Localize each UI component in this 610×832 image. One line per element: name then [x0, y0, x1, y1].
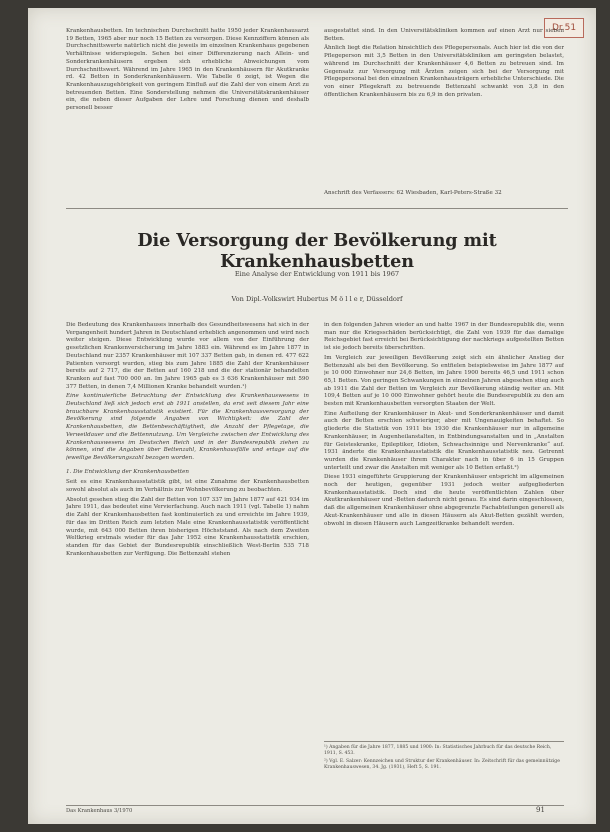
body-left-column [66, 322, 309, 794]
paragraph: in den folgenden Jahren wieder an und hatte 1967 in der Bundesrepublik die, wenn man nur die Kriegsschäden berücksichtigt, die Zahl von 1939 für das damalige Reichsgebiet fast erreicht bei Berücksichtigung der nachkriegs aufgestellten Betten ist sie jedoch bereits überschritten. [324, 322, 564, 352]
paragraph: Absolut gesehen stieg die Zahl der Betten von 107 337 im Jahre 1877 auf 421 934 im Jahre 1911, das bedeutet eine Vervierfachung. Auch nach 1911 (vgl. Tabelle 1) nahm die Zahl der Krankenhausbetten fast kontinuierlich zu und erreichte im Jahre 1939, für das im Dritten Reich zum letzten Male eine Krankenhausstatistik veröffentlicht wurde, mit 643 000 Betten ihren bisherigen Höchststand. Als nach dem Zweiten Weltkrieg erstmals wieder für das Jahr 1952 eine Krankenhausstatistik erschien, standen für das Gebiet der Bundesrepublik einschließlich West-Berlin 535 718 Krankenhausbetten zur Verfügung. Die Bettenzahl stehen [66, 496, 309, 557]
body-right-column [324, 322, 564, 727]
archive-stamp: Dr.51 [544, 18, 584, 38]
paragraph: Diese 1931 eingeführte Gruppierung der Krankenhäuser entspricht im allgemeinen noch der heutigen, gegenüber 1931 jedoch weiter aufgegliederten Krankenhausstatistik. Doch sind die heute veröffentlichten Zahlen über Akutkrankenhäuser und -Betten dadurch nicht genau. Es sind darin eingeschlossen, daß die allgemeinen Krankenhäuser ohne abgegrenzte Fachabteilungen generell als Akut-Krankenhäuser und alle in diesen Häusern als Akut-Betten gezählt werden, obwohl in diesen Häusern auch Langzeitkranke behandelt werden. [324, 474, 564, 527]
paragraph: Krankenhausbetten. Im technischen Durchschnitt hatte 1950 jeder Krankenhausarzt 19 Betten, 1965 aber nur noch 15 Betten zu versorgen. Diese Kennziffern können als Durchschnittswerte natürlich nicht die jeweils im einzelnen Krankenhaus gegebenen Verhältnisse widerspiegeln. Sehen bei einer Differenzierung nach Allein- und Sonderkrankenhäusern ergeben sich erhebliche Abweichungen vom Durchschnittswert. Während im Jahre 1965 in den Krankenhäusern für Akutkranke rd. 42 Betten in Sonderkrankenhäusern. Wie Tabelle 6 zeigt, ist Wegen die Krankenhauszugehörigkeit von geringem Einfluß auf die Zahl der von einem Arzt zu betreuenden Betten. Eine Sonderstellung nehmen die Universitätskrankenhäuser ein, die neben dieser Aufgaben der Lehre und Forschung dienen und deshalb personell besser [66, 28, 309, 112]
section-heading: 1. Die Entwicklung der Krankenhausbetten [66, 468, 190, 475]
article-subtitle: Eine Analyse der Entwicklung von 1911 bis 1967 [234, 270, 400, 278]
paragraph: Im Vergleich zur jeweiligen Bevölkerung zeigt sich ein ähnlicher Anstieg der Bettenzahl als bei den Bevölkerung. So entfielen beispielsweise im Jahre 1877 auf je 10 000 Einwohner nur 24,6 Betten, im Jahre 1900 bereits 46,5 und 1911 schon 65,1 Betten. Von geringen Schwankungen in einzelnen Jahren abgesehen stieg auch ab 1911 die Zahl der Betten im Vergleich zur Bevölkerung ständig weiter an. Mit 109,4 Betten auf je 10 000 Einwohner gehört heute die Bundesrepublik zu den am besten mit Krankenhausbetten versorgten Staaten der Welt. [324, 354, 564, 408]
article-title: Die Versorgung der Bevölkerung mit Krankenhausbetten [137, 230, 497, 272]
footnote: ¹) Angaben für die Jahre 1877, 1885 und 1900: In: Statistisches Jahrbuch für das deutsche Reich, 1911, S. 453. [324, 745, 552, 757]
author-address: Anschrift des Verfassers: 62 Wiesbaden, Karl-Peters-Straße 32 [324, 190, 502, 196]
paragraph: Eine kontinuierliche Betrachtung der Entwicklung des Krankenhauswesens in Deutschland ließ sich jedoch erst ab 1911 anstellen, da erst seit diesem Jahr eine brauchbare Krankenhausstatistik existiert. Für die Krankenhausversorgung der Bevölkerung sind folgende Angaben von Wichtigkeit: die Zahl der Krankenhausbetten, die Bettenbeschäftigtheit, die Anzahl der Pflegetage, die Verweildauer und die Bettennutzung. Um Vergleiche zwischen der Entwicklung des Krankenhauswesens im Deutschen Reich und in der Bundesrepublik ziehen zu können, sind die Angaben über Bettenzahl, Krankenhausfälle und ertage auf die jeweilige Bevölkerungszahl bezogen worden. [66, 393, 309, 461]
document-page [28, 8, 596, 824]
paragraph: Eine Aufteilung der Krankenhäuser in Akut- und Sonderkrankenhäuser und damit auch der Betten erschien schwieriger, aber mit Ungenauigkeiten behaftet. So gliederte die Statistik von 1911 bis 1930 die Krankenhäuser nur in allgemeine Krankenhäuser, in Augenheilanstalten, in Entbindungsanstalten und in „Anstalten für Geisteskranke, Epileptiker, Idioten, Schwachsinnige und Nervenkranke“ auf. 1931 änderte die Krankenhausstatistik die Krankenhausstatistik neu. Getrennt wurden die Krankenhäuser ihrem Charakter nach in über 6 in 15 Gruppen unterteilt und zwar die Anstalten mit weniger als 10 Betten erfaßt.²) [324, 410, 564, 471]
footnotes [324, 741, 564, 772]
top-left-column [66, 28, 309, 186]
page-number: 91 [536, 806, 545, 814]
paragraph: Die Bedeutung des Krankenhauses innerhalb des Gesundheitswesens hat sich in der Vergangenheit hundert Jahren in Deutschland erheblich angenommen und wird noch weiter steigen. Diese Entwicklung wurde vor allem von der Einführung der gesetzlichen Krankenversicherung im Jahre 1883 ein. Während es im Jahre 1877 in Deutschland nur 2357 Krankenhäuser mit 107 337 Betten gab, in denen rd. 477 622 Patienten versorgt wurden, stieg bis zum Jahre 1885 die Zahl der Krankenhäuser bereits auf 2 717, die der Betten auf 160 218 und die der stationär behandelten Kranken auf fast 700 000 an. Im Jahre 1965 gab es 3 636 Krankenhäuser mit 590 377 Betten, in denen 7,4 Millionen Kranke behandelt wurden.¹) [66, 322, 309, 390]
paragraph: Seit es eine Krankenhausstatistik gibt, ist eine Zunahme der Krankenhausbetten sowohl absolut als auch im Verhältnis zur Wohnbevölkerung zu beobachten. [66, 479, 309, 494]
divider [66, 208, 568, 209]
journal-footer: Das Krankenhaus 3/1970 [66, 808, 133, 814]
top-right-column [324, 28, 564, 178]
paragraph: ausgestattet sind. In den Universitätskliniken kommen auf einen Arzt nur sieben Betten. [324, 28, 564, 42]
paragraph: Ähnlich liegt die Relation hinsichtlich des Pflegepersonals. Auch hier ist die von der Pflegeperson mit 3,5 Betten in den Universitätskliniken am geringsten belastet, während im Durchschnitt der Krankenhäuser 4,6 Betten zu betreuen sind. Im Gegensatz zur Versorgung mit Ärzten zeigen sich bei der Versorgung mit Pflegepersonal bei den einzelnen Krankenhausträgern erhebliche Unterschiede. Die von einer Pflegekraft zu betreuende Bettenzahl schwankt von 3,8 in den öffentlichen Krankenhäusern bis zu 6,9 in den privaten. [324, 45, 564, 98]
footer-divider [66, 805, 564, 806]
byline: Von Dipl.-Volkswirt Hubertus M ö l l e r, Düsseldorf [231, 295, 403, 303]
footnote: ²) Vgl. E. Salzer: Kennzeichen und Struktur der Krankenhäuser. In: Zeitschrift für das gemeinnützige Krankenhauswesen, 34. Jg. (1931), Heft 5, S. 191. [324, 758, 560, 770]
